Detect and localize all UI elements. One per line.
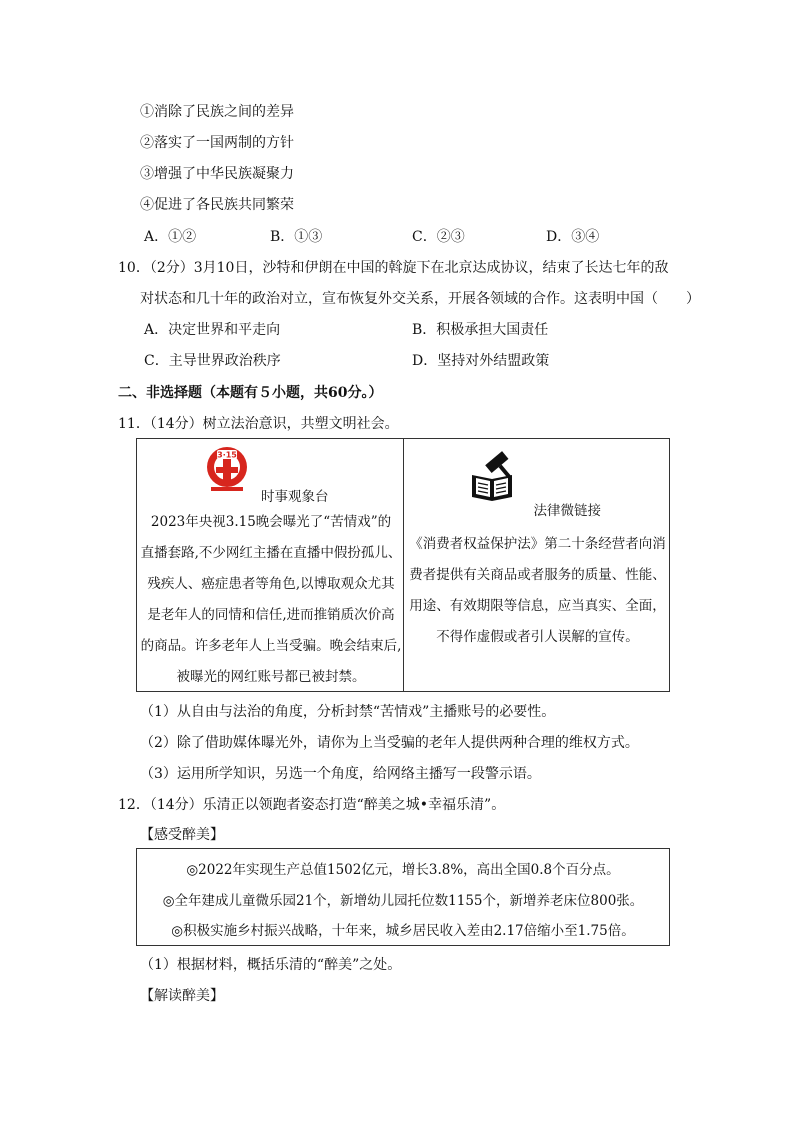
q11-left-line: 被曝光的网红账号都已被封禁。 (176, 669, 366, 685)
q11-sub1: （1）从自由与法治的角度，分析封禁“苦情戏”主播账号的必要性。 (140, 704, 556, 720)
q11-left-line: 2023年央视3.15晚会曝光了“苦情戏”的 (150, 514, 392, 530)
q10-option-d: D．坚持对外结盟政策 (412, 353, 550, 369)
q9-option-c: C．②③ (412, 229, 465, 245)
q11-left-cell (137, 439, 404, 691)
q9-item-2: ②落实了一国两制的方针 (140, 135, 294, 151)
q11-left-paragraph (139, 507, 403, 693)
q9-option-b: B．①③ (270, 229, 323, 245)
q9-item-3: ③增强了中华民族凝聚力 (140, 166, 294, 182)
q10-option-b: B．积极承担大国责任 (412, 322, 549, 338)
q11-left-title: 时事观象台 (261, 489, 329, 505)
q11-right-paragraph (406, 529, 670, 653)
q11-left-line: 直播套路,不少网红主播在直播中假扮孤儿、 (140, 545, 402, 561)
q11-right-cell (404, 439, 670, 691)
q11-sub3: （3）运用所学知识，另选一个角度，给网络主播写一段警示语。 (140, 766, 541, 782)
q11-right-line: 用途、有效期限等信息，应当真实、全面， (409, 598, 666, 614)
logo-text: 3·15 (217, 450, 237, 460)
q11-right-line: 不得作虚假或者引人误解的宣传。 (436, 629, 639, 645)
q11-left-line: 是老年人的同情和信任,进而推销质次价高 (147, 607, 395, 623)
q9-options (144, 226, 704, 246)
section-title: 二、非选择题（本题有５小题，共60分。） (118, 385, 383, 401)
q12-box-line-2: ◎全年建成儿童微乐园21个，新增幼儿园托位数1155个，新增养老床位800张。 (162, 893, 644, 909)
q9-item-1: ①消除了民族之间的差异 (140, 104, 294, 120)
q10-option-c: C．主导世界政治秩序 (144, 353, 281, 369)
q10-option-a: A．决定世界和平走向 (144, 322, 281, 338)
q9-option-a: A．①② (144, 229, 197, 245)
q12-box-line-1: ◎2022年实现生产总值1502亿元，增长3.8%，高出全国0.8个百分点。 (186, 862, 620, 878)
q12-heading-feel: 【感受醉美】 (140, 827, 224, 843)
consumer-rights-logo-icon (205, 445, 249, 493)
q10-stem-line1: 10．（2分）3月10日，沙特和伊朗在中国的斡旋下在北京达成协议，结束了长达七年的敌 (118, 260, 669, 276)
q11-material-table (136, 438, 670, 692)
q10-stem-line2: 对状态和几十年的政治对立，宣布恢复外交关系，开展各领域的合作。这表明中国（ ） (140, 291, 700, 307)
q11-sub2: （2）除了借助媒体曝光外，请你为上当受骗的老年人提供两种合理的维权方式。 (140, 735, 639, 751)
q11-left-line: 残疾人、癌症患者等角色,以博取观众尤其 (147, 576, 395, 592)
q9-item-4: ④促进了各民族共同繁荣 (140, 197, 294, 213)
q12-sub1: （1）根据材料，概括乐清的“醉美”之处。 (140, 957, 402, 973)
q12-material-box (136, 848, 670, 946)
q11-stem: 11．（14分）树立法治意识，共塑文明社会。 (118, 416, 399, 432)
q11-right-line: 《消费者权益保护法》第二十条经营者向消 (409, 536, 666, 552)
q11-right-line: 费者提供有关商品或者服务的质量、性能、 (409, 567, 666, 583)
q9-option-d: D．③④ (546, 229, 600, 245)
q12-heading-interpret: 【解读醉美】 (140, 988, 224, 1004)
law-book-gavel-icon (468, 451, 518, 501)
q11-right-title: 法律微链接 (533, 503, 601, 519)
q11-left-line: 的商品。许多老年人上当受骗。晚会结束后, (140, 638, 402, 654)
q12-stem: 12．（14分）乐清正以领跑者姿态打造“醉美之城•幸福乐清”。 (118, 797, 506, 813)
q12-box-line-3: ◎积极实施乡村振兴战略，十年来，城乡居民收入差由2.17倍缩小至1.75倍。 (171, 923, 635, 939)
